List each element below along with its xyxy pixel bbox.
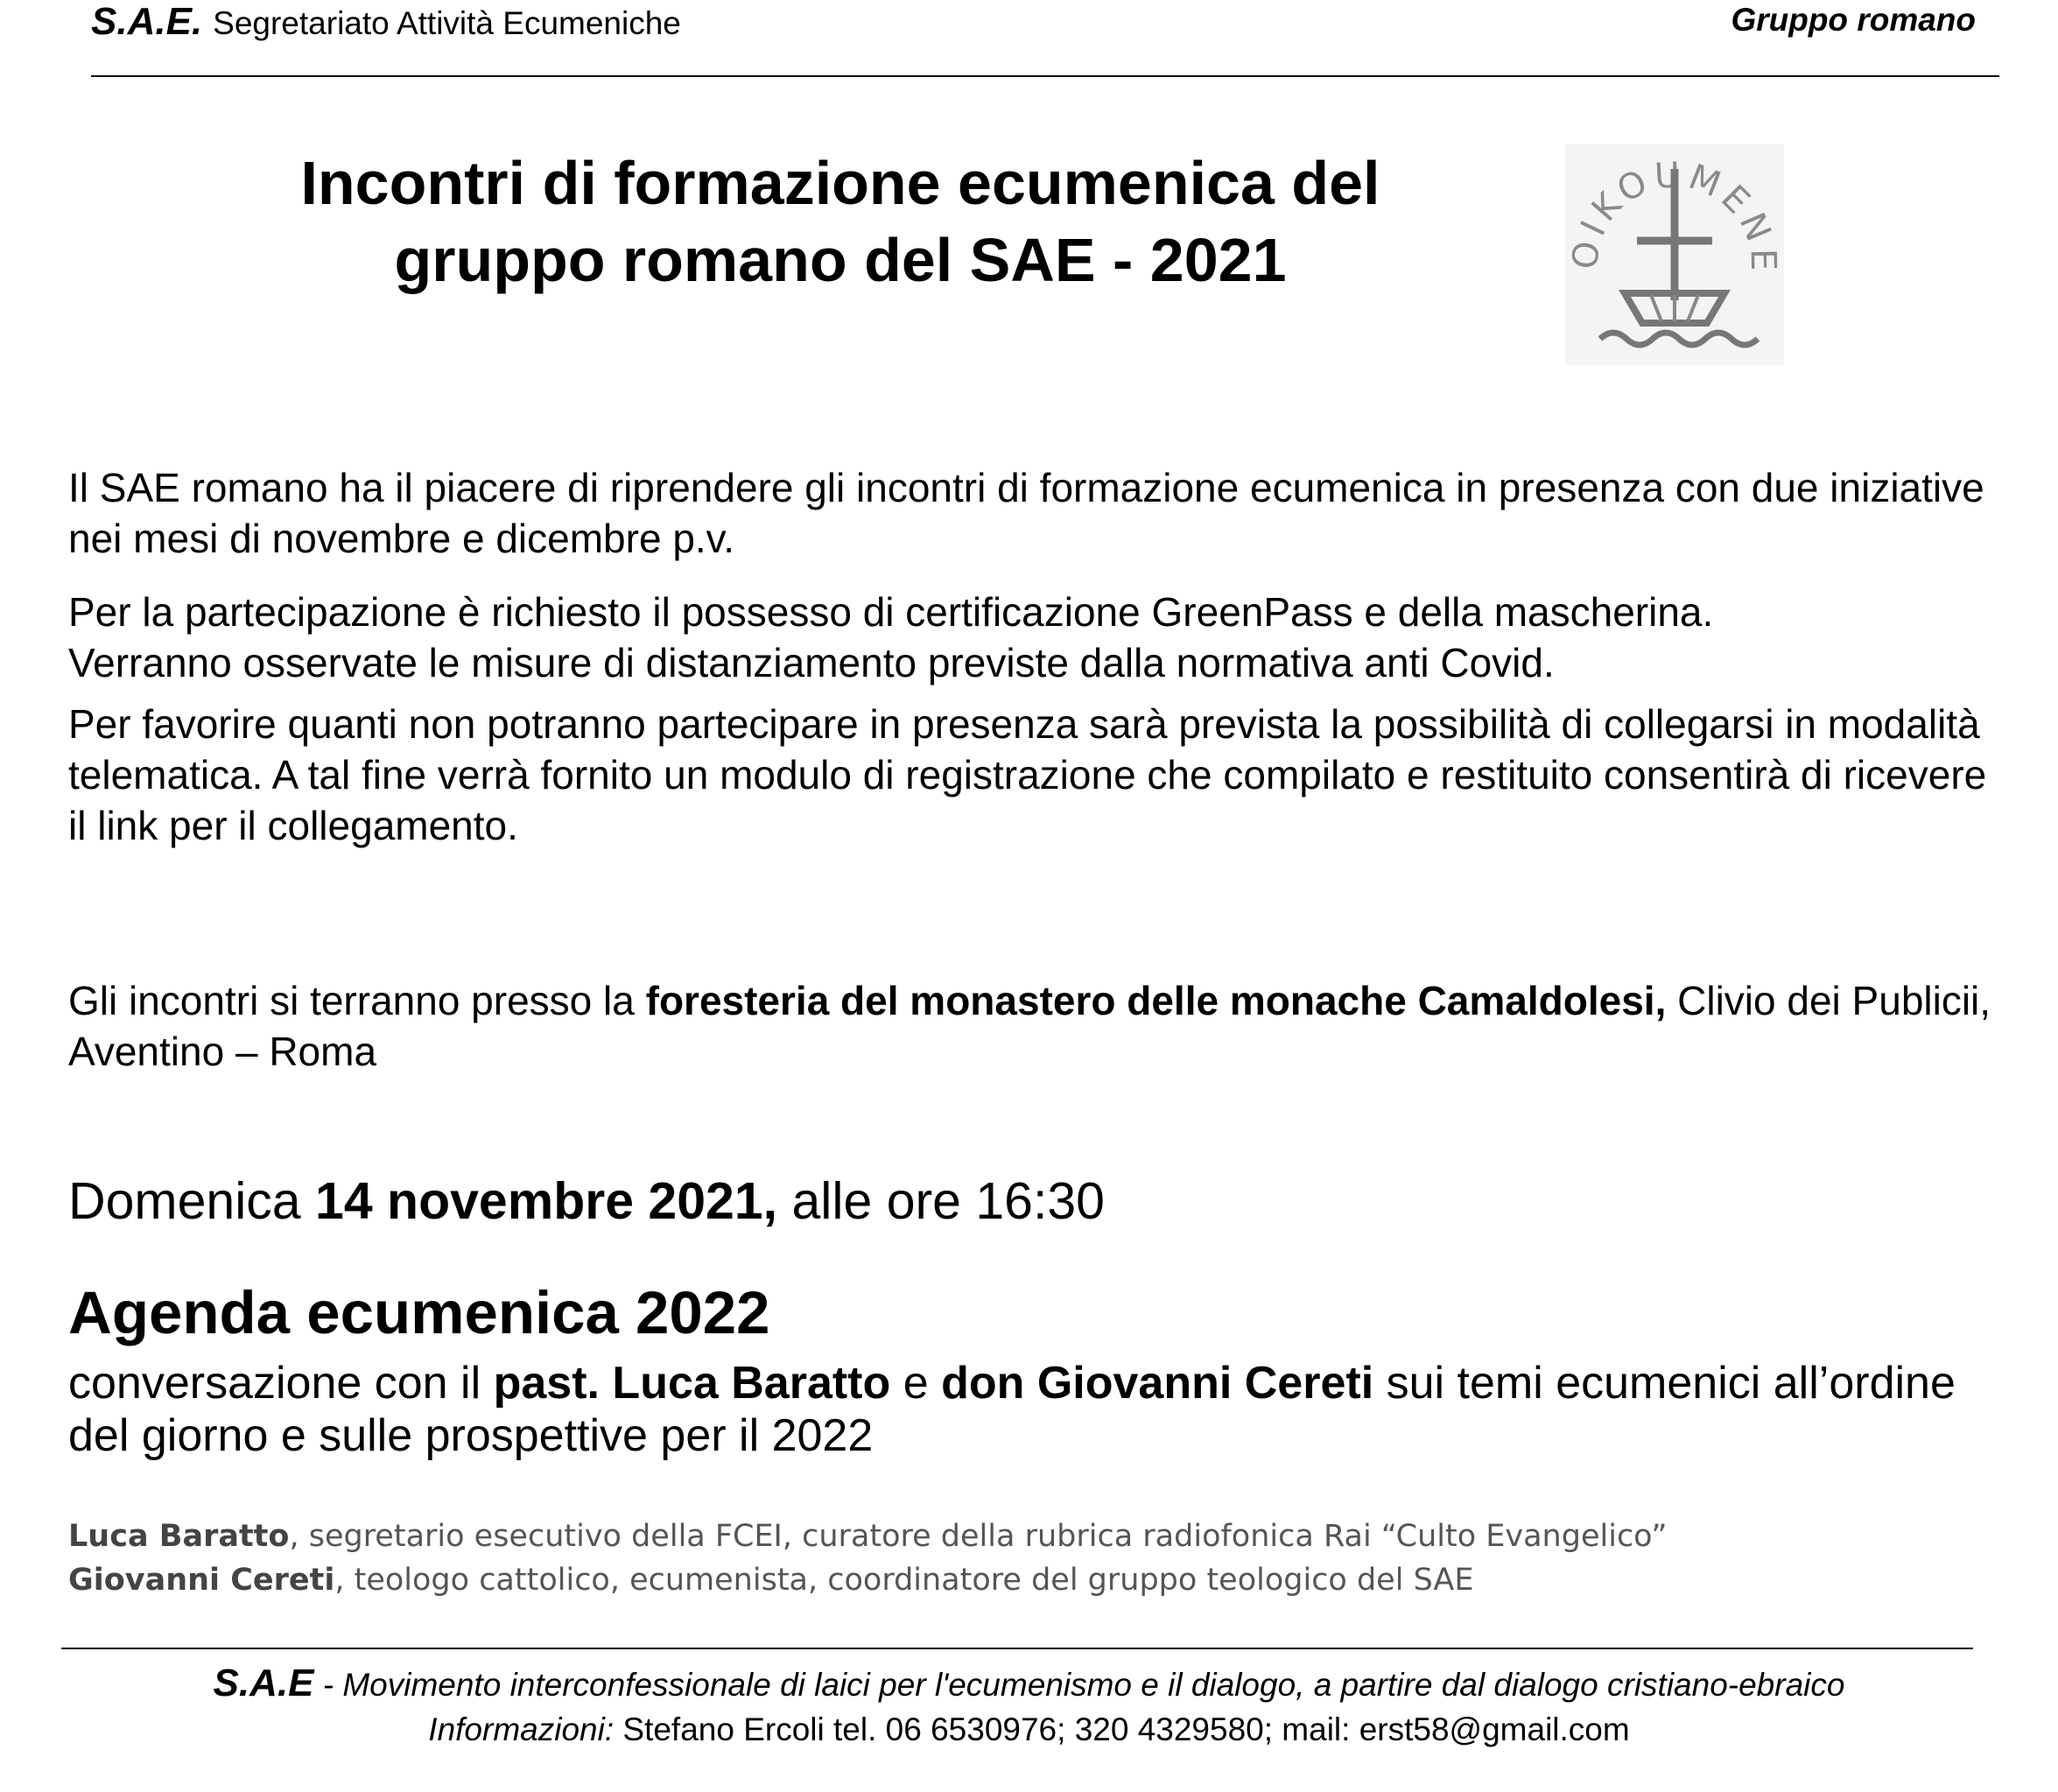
header-brand: S.A.E. bbox=[91, 0, 203, 43]
bio-line-2 bbox=[68, 1563, 1994, 1598]
footer-info-label: Informazioni: bbox=[428, 1711, 615, 1747]
event-day: Domenica bbox=[68, 1172, 316, 1230]
intro-paragraph-2-line1: Per la partecipazione è richiesto il possesso di certificazione GreenPass e della mascherina. bbox=[68, 589, 1714, 635]
event-desc-prefix: conversazione con il bbox=[68, 1358, 494, 1409]
bio-text-1: , segretario esecutivo della FCEI, curatore della rubrica radiofonica Rai “Culto Evangelico” bbox=[289, 1519, 1668, 1554]
event-desc-suffix: sui temi ecumenici all’ordine del giorno e sulle prospettive per il 2022 bbox=[68, 1358, 1956, 1461]
intro-paragraph-1: Il SAE romano ha il piacere di riprendere gli incontri di formazione ecumenica in presenza con due iniziative nei mesi di novembre e dicembre p.v. bbox=[68, 465, 1984, 561]
footer-brand: S.A.E bbox=[213, 1662, 314, 1704]
intro-paragraph-2-line2: Verranno osservate le misure di distanziamento previste dalla normativa anti Covid. bbox=[68, 640, 1555, 685]
event-description bbox=[68, 1357, 1994, 1462]
header-group: Gruppo romano bbox=[1731, 2, 1976, 38]
intro-paragraph-3: Per favorire quanti non potranno partecipare in presenza sarà prevista la possibilità di collegarsi in modalità telematica. A tal fine verrà fornito un modulo di registrazione che compilato e restituito consentirà di ricevere il link per il collegamento. bbox=[68, 701, 1987, 848]
event-datetime bbox=[68, 1171, 1105, 1231]
page-title bbox=[158, 144, 1523, 299]
bio-line-1 bbox=[68, 1519, 1994, 1554]
header-divider bbox=[91, 75, 1999, 77]
footer-tagline-text: - Movimento interconfessionale di laici per l'ecumenismo e il dialogo, a partire dal dialogo cristiano-ebraico bbox=[313, 1667, 1845, 1703]
page-title-line2: gruppo romano del SAE - 2021 bbox=[394, 226, 1287, 294]
event-time: alle ore 16:30 bbox=[777, 1172, 1105, 1230]
oikoumene-logo bbox=[1565, 144, 1784, 365]
bio-name-2: Giovanni Cereti bbox=[68, 1563, 335, 1598]
intro-paragraph-2 bbox=[68, 587, 1994, 688]
event-speaker-1: past. Luca Baratto bbox=[493, 1358, 891, 1409]
footer-contact bbox=[0, 1711, 2058, 1748]
page-title-line1: Incontri di formazione ecumenica del bbox=[300, 149, 1380, 217]
footer-tagline bbox=[0, 1662, 2058, 1705]
location-place: foresteria del monastero delle monache Camaldolesi, bbox=[645, 978, 1667, 1023]
event-speaker-2: don Giovanni Cereti bbox=[941, 1358, 1374, 1409]
location-suffix: Clivio dei Publicii, Aventino – Roma bbox=[68, 978, 1991, 1074]
location-paragraph bbox=[68, 975, 1994, 1077]
event-title: Agenda ecumenica 2022 bbox=[68, 1279, 770, 1346]
bio-name-1: Luca Baratto bbox=[68, 1519, 290, 1554]
footer-info-text: Stefano Ercoli tel. 06 6530976; 320 4329580; mail: erst58@gmail.com bbox=[614, 1711, 1630, 1747]
bio-text-2: , teologo cattolico, ecumenista, coordinatore del gruppo teologico del SAE bbox=[334, 1563, 1474, 1598]
header-org bbox=[91, 0, 681, 44]
oikoumene-boat-cross-icon bbox=[1565, 144, 1784, 365]
header-org-name: Segretariato Attività Ecumeniche bbox=[213, 5, 681, 41]
svg-text:OIKOUMENE: OIKOUMENE bbox=[1565, 155, 1784, 277]
event-date: 14 novembre 2021, bbox=[315, 1172, 778, 1230]
footer-divider bbox=[61, 1648, 1973, 1649]
location-prefix: Gli incontri si terranno presso la bbox=[68, 978, 646, 1023]
event-desc-and: e bbox=[890, 1358, 942, 1409]
